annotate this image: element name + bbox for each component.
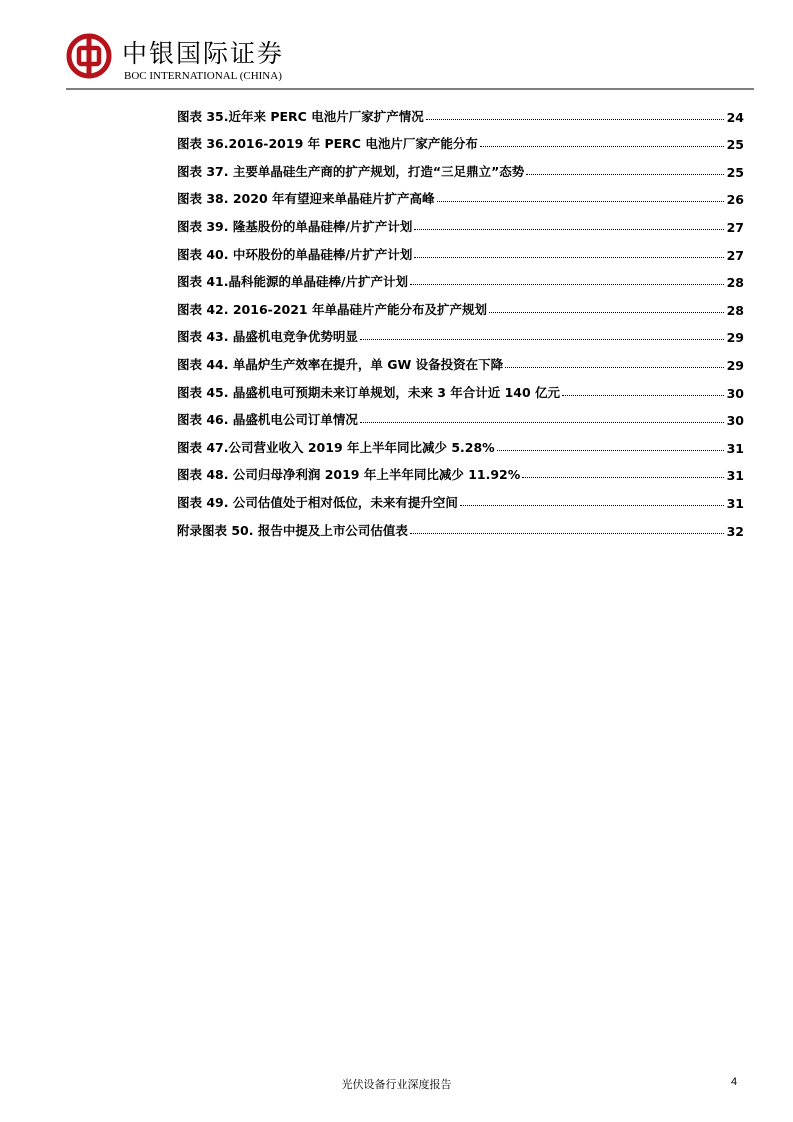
toc-entry-page: 30: [726, 385, 744, 401]
toc-dot-leader: [360, 422, 724, 423]
toc-entry[interactable]: [177, 373, 744, 401]
page-header: [0, 0, 793, 92]
toc-entry-label: 图表 49. 公司估值处于相对低位，未来有提升空间: [177, 494, 458, 510]
toc-entry[interactable]: [177, 401, 744, 429]
toc-dot-leader: [522, 477, 723, 478]
toc-entry-label: 图表 46. 晶盛机电公司订单情况: [177, 412, 358, 428]
toc-entry-label: 图表 37. 主要单晶硅生产商的扩产规划，打造“三足鼎立”态势: [177, 163, 525, 179]
toc-entry-label: 图表 45. 晶盛机电可预期未来订单规划，未来 3 年合计近 140 亿元: [177, 384, 561, 400]
toc-entry[interactable]: [177, 483, 744, 511]
boc-logo-icon: [66, 33, 112, 79]
toc-entry-page: 27: [726, 219, 744, 235]
toc-entry-label: 图表 40. 中环股份的单晶硅棒/片扩产计划: [177, 246, 413, 262]
footer-report-title: 光伏设备行业深度报告: [341, 1078, 452, 1091]
toc-entry[interactable]: [177, 97, 744, 125]
toc-entry[interactable]: [177, 125, 744, 153]
toc-entry-label: 图表 42. 2016-2021 年单晶硅片产能分布及扩产规划: [177, 301, 487, 317]
toc-dot-leader: [562, 395, 724, 396]
footer-divider: [66, 1069, 754, 1070]
toc-entry-label: 图表 41.晶科能源的单晶硅棒/片扩产计划: [177, 274, 409, 290]
toc-entry[interactable]: [177, 152, 744, 180]
toc-dot-leader: [526, 174, 723, 175]
toc-dot-leader: [414, 257, 723, 258]
toc-entry-label: 图表 39. 隆基股份的单晶硅棒/片扩产计划: [177, 218, 413, 234]
toc-entry[interactable]: [177, 345, 744, 373]
toc-entry-page: 24: [726, 109, 744, 125]
toc-entry[interactable]: [177, 456, 744, 484]
toc-entry-page: 27: [726, 247, 744, 263]
toc-entry[interactable]: [177, 428, 744, 456]
toc-entry-page: 25: [726, 164, 744, 180]
toc-dot-leader: [489, 312, 724, 313]
toc-entry-page: 31: [726, 468, 744, 484]
toc-entry-page: 28: [726, 275, 744, 291]
toc-entry-label: 图表 38. 2020 年有望迎来单晶硅片扩产高峰: [177, 191, 435, 207]
toc-entry-page: 25: [726, 137, 744, 153]
toc-dot-leader: [505, 367, 723, 368]
toc-entry-page: 29: [726, 330, 744, 346]
toc-entry-page: 26: [726, 192, 744, 208]
toc-entry[interactable]: [177, 290, 744, 318]
footer-page-number: 4: [731, 1076, 738, 1088]
toc-dot-leader: [497, 450, 724, 451]
toc-entry-label: 图表 35.近年来 PERC 电池片厂家扩产情况: [177, 108, 424, 124]
toc-dot-leader: [410, 284, 724, 285]
toc-entry-page: 31: [726, 495, 744, 511]
toc-entry-page: 32: [726, 523, 744, 539]
brand-name-english: BOC INTERNATIONAL (CHINA): [124, 70, 282, 82]
toc-entry-page: 31: [726, 440, 744, 456]
toc-dot-leader: [410, 533, 724, 534]
toc-entry-label: 图表 36.2016-2019 年 PERC 电池片厂家产能分布: [177, 136, 478, 152]
toc-entry-label: 图表 47.公司营业收入 2019 年上半年同比减少 5.28%: [177, 439, 495, 455]
toc-dot-leader: [414, 229, 723, 230]
toc-entry[interactable]: [177, 180, 744, 208]
toc-dot-leader: [426, 119, 724, 120]
toc-entry[interactable]: [177, 318, 744, 346]
toc-entry[interactable]: [177, 235, 744, 263]
toc-entry-label: 附录图表 50. 报告中提及上市公司估值表: [177, 522, 408, 538]
toc-entry-label: 图表 44. 单晶炉生产效率在提升，单 GW 设备投资在下降: [177, 356, 504, 372]
toc-entry[interactable]: [177, 207, 744, 235]
toc-entry-page: 29: [726, 357, 744, 373]
toc-dot-leader: [360, 339, 724, 340]
toc-entry-label: 图表 43. 晶盛机电竞争优势明显: [177, 329, 358, 345]
toc-dot-leader: [460, 505, 724, 506]
toc-dot-leader: [437, 201, 724, 202]
toc-dot-leader: [480, 146, 724, 147]
toc-entry[interactable]: [177, 263, 744, 291]
header-divider: [66, 88, 754, 90]
table-of-figures: [177, 97, 744, 539]
brand-name-chinese: 中银国际证券: [122, 39, 285, 68]
toc-entry-page: 28: [726, 302, 744, 318]
toc-entry-page: 30: [726, 413, 744, 429]
toc-entry-label: 图表 48. 公司归母净利润 2019 年上半年同比减少 11.92%: [177, 467, 521, 483]
toc-entry[interactable]: [177, 511, 744, 539]
